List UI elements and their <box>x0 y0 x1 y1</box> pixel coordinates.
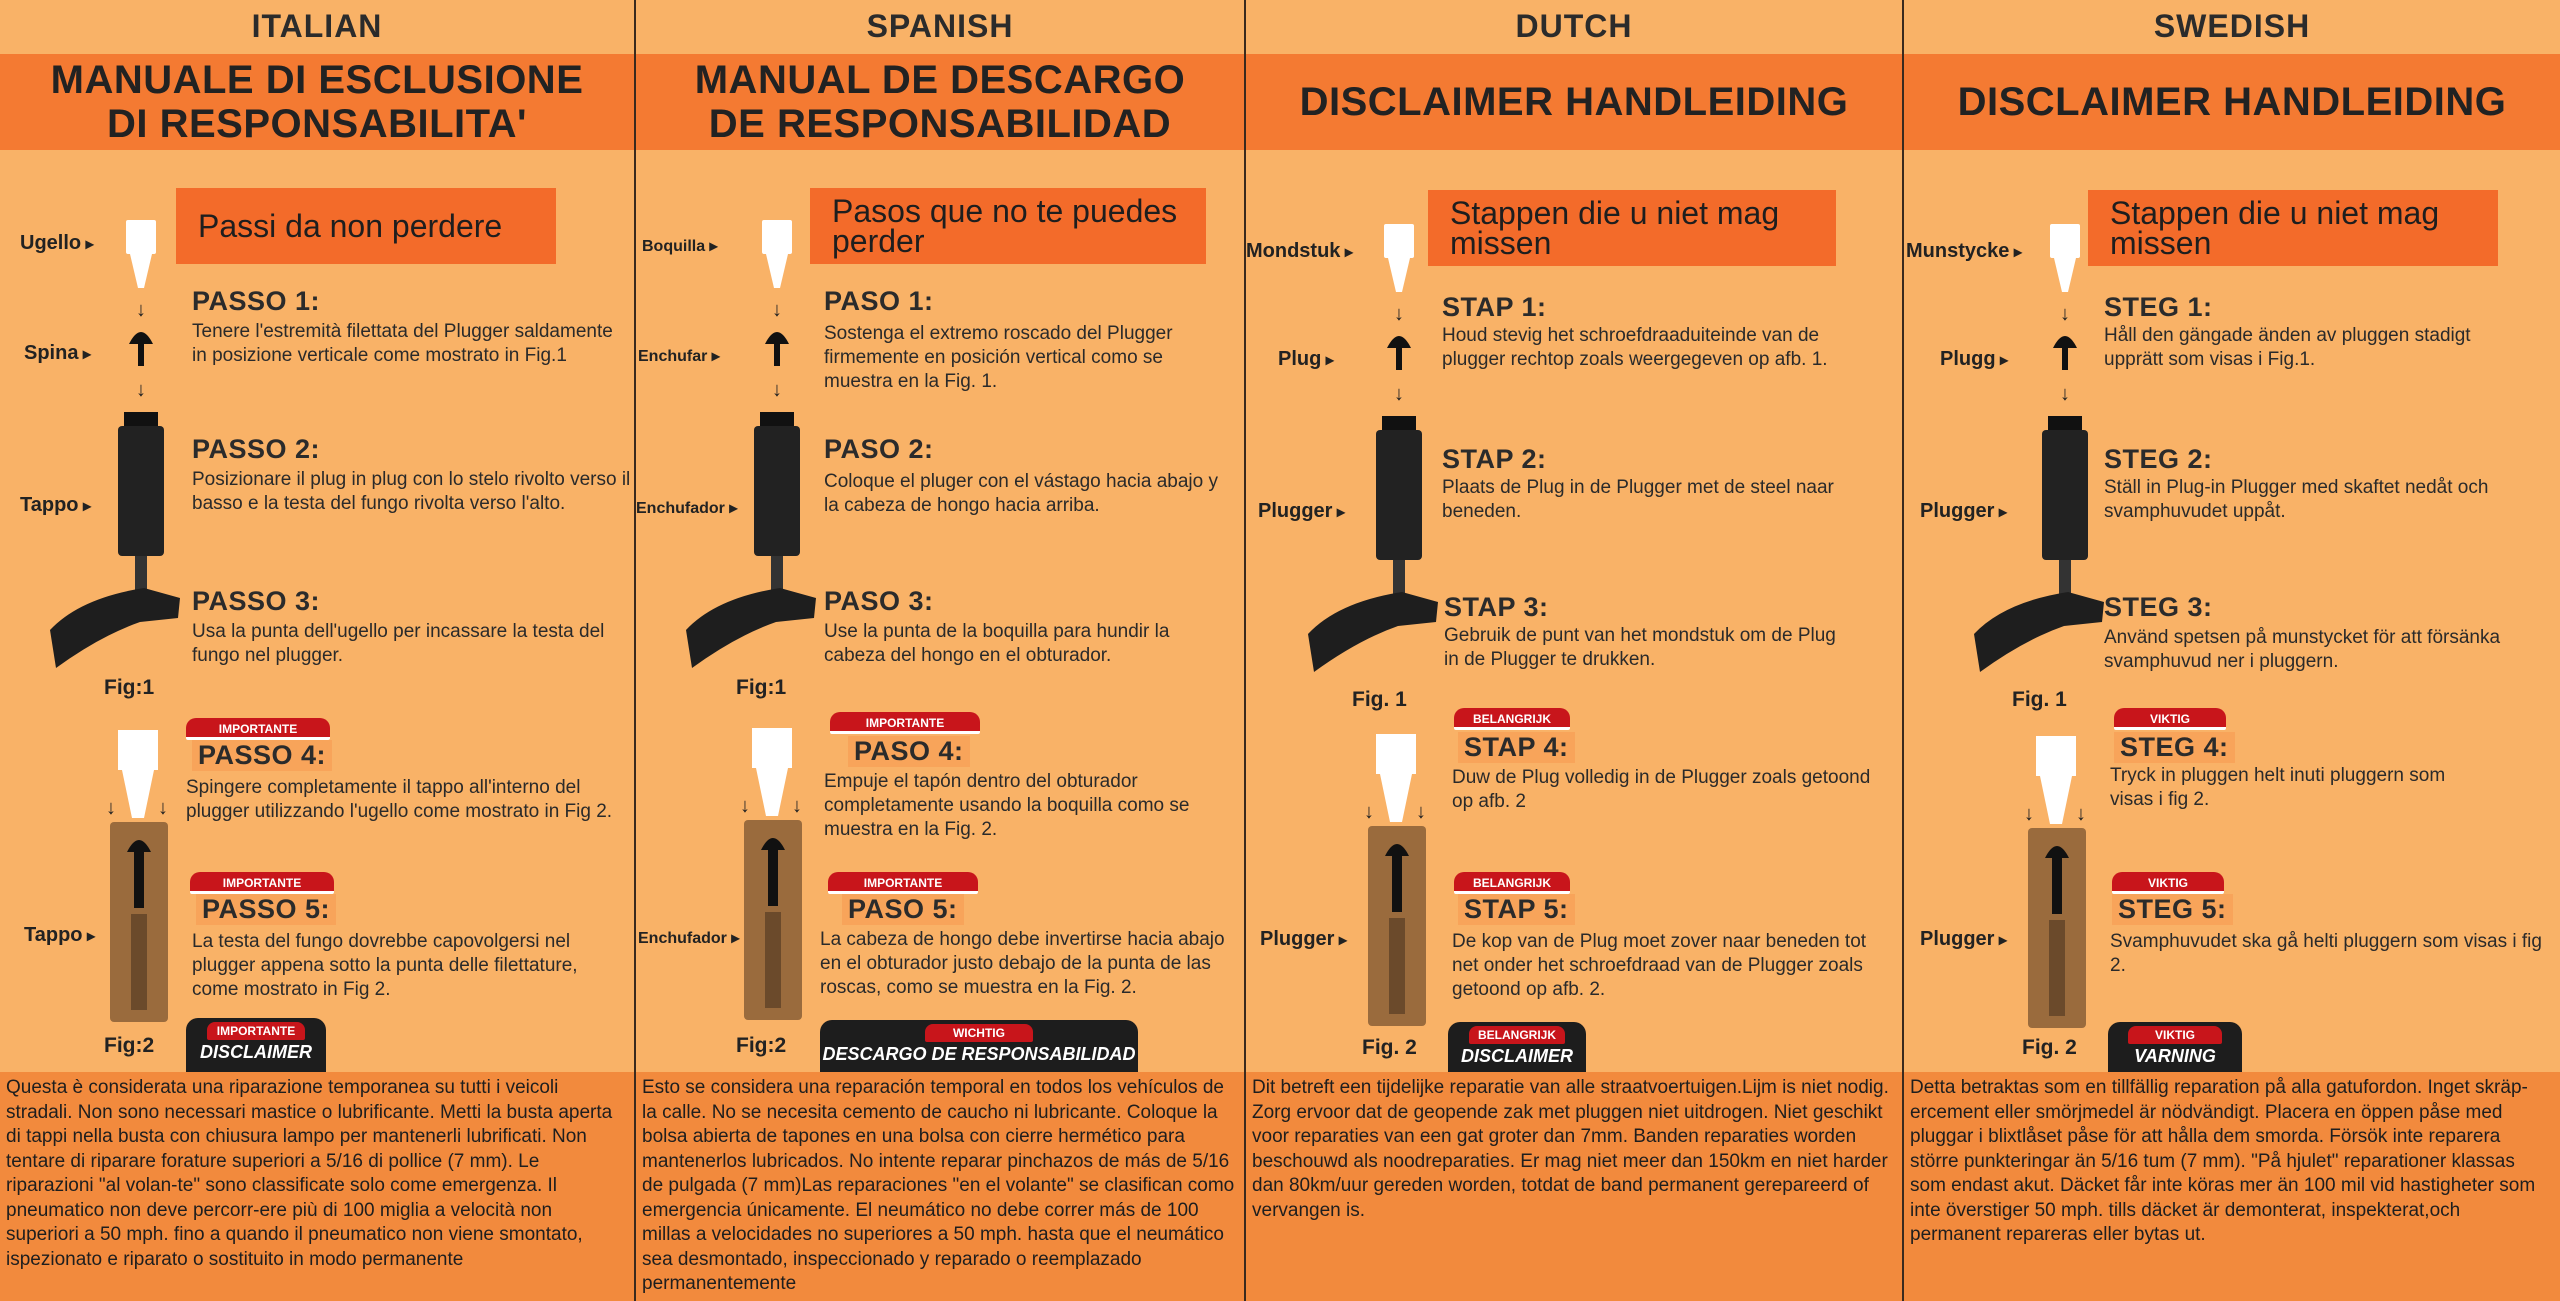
column-italian <box>0 0 634 1301</box>
step4-badge: IMPORTANTE <box>186 718 330 740</box>
step3-title: STEG 3: <box>2104 592 2213 622</box>
label-plugger-fig2: Plugger ▸ <box>1920 928 2007 951</box>
steps-header <box>2088 190 2498 266</box>
label-plug: Spina ▸ <box>24 342 91 365</box>
disclaimer-badge: VIKTIG <box>2128 1026 2222 1044</box>
label-plugger-fig2: Plugger ▸ <box>1260 928 1347 951</box>
svg-text:↓: ↓ <box>740 795 750 817</box>
label-plugger: Tappo ▸ <box>20 494 91 517</box>
step3-title: STAP 3: <box>1444 592 1549 622</box>
step2-text: Posizionare il plug in plug con lo stelo rivolto verso il basso e la testa del fungo rivolta verso l'alto. <box>192 469 631 514</box>
manual-title <box>1904 54 2560 150</box>
disclaimer-title: DISCLAIMER <box>1461 1046 1573 1066</box>
step4-text: Tryck in pluggen helt inuti pluggern som visas i fig 2. <box>2110 765 2446 810</box>
step4-text: Spingere completamente il tappo all'interno del plugger utilizzando l'ugello come mostrato in Fig 2. <box>186 777 613 822</box>
fig1-label: Fig. 1 <box>2012 688 2067 711</box>
step1-text: Tenere l'estremità filettata del Plugger saldamente in posizione verticale come mostrato in Fig.1 <box>192 321 613 366</box>
svg-text:↓: ↓ <box>1394 303 1404 325</box>
step5-badge: VIKTIG <box>2112 872 2224 894</box>
step5-badge: IMPORTANTE <box>828 872 978 894</box>
step3-text: Använd spetsen på munstycket för att försänka svamphuvud ner i pluggern. <box>2104 627 2501 672</box>
manual-title-text: DISCLAIMER HANDLEIDING <box>1957 80 2507 124</box>
svg-text:↓: ↓ <box>136 379 146 401</box>
label-nozzle: Ugello ▸ <box>20 232 94 255</box>
step5-text: La testa del fungo dovrebbe capovolgersi nel plugger appena sotto la punta delle filettature, come mostrato in Fig 2. <box>192 931 578 1000</box>
label-plug: Plugg ▸ <box>1940 348 2008 371</box>
svg-text:↓: ↓ <box>2024 803 2034 825</box>
step4-title: STEG 4: <box>2114 732 2235 763</box>
step5-text: La cabeza de hongo debe invertirse hacia abajo en el obturador justo debajo de la punta de las roscas, como se muestra en la Fig. 2. <box>820 929 1225 998</box>
steps-header <box>176 188 556 264</box>
step4-badge: VIKTIG <box>2114 708 2226 730</box>
fig1-label: Fig. 1 <box>1352 688 1407 711</box>
disclaimer-title: DISCLAIMER <box>200 1042 312 1062</box>
steps-header-text: Stappen die u niet mag missen <box>2110 195 2440 261</box>
fig1-label: Fig:1 <box>736 676 787 699</box>
step4-text: Duw de Plug volledig in de Plugger zoals getoond op afb. 2 <box>1452 767 1871 812</box>
fig2-tool-illustration <box>100 728 180 1028</box>
fig1-tool-illustration <box>676 218 826 668</box>
step3-text: Use la punta de la boquilla para hundir la cabeza del hongo en el obturador. <box>824 621 1170 666</box>
disclaimer-title: DESCARGO DE RESPONSABILIDAD <box>822 1044 1136 1064</box>
svg-text:↓: ↓ <box>2076 803 2086 825</box>
step5-title: STEG 5: <box>2112 894 2233 925</box>
step3-text: Gebruik de punt van het mondstuk om de Plug in de Plugger te drukken. <box>1444 625 1836 670</box>
label-plugger-fig2: Enchufador ▸ <box>638 928 739 948</box>
svg-text:↓: ↓ <box>1394 383 1404 405</box>
manual-title <box>1246 54 1902 150</box>
label-nozzle: Boquilla ▸ <box>642 236 718 256</box>
column-divider <box>634 0 636 1301</box>
step1-text: Sostenga el extremo roscado del Plugger firmemente en posición vertical como se muestra en la Fig. 1. <box>824 323 1173 392</box>
step4-text: Empuje el tapón dentro del obturador completamente usando la boquilla como se muestra en la Fig. 2. <box>824 771 1190 840</box>
svg-text:↓: ↓ <box>158 797 168 819</box>
fig1-tool-illustration <box>1298 222 1448 672</box>
steps-header-text: Stappen die u niet mag missen <box>1450 195 1780 261</box>
svg-text:↓: ↓ <box>792 795 802 817</box>
step5-text: Svamphuvudet ska gå helti pluggern som visas i fig 2. <box>2110 931 2542 976</box>
column-dutch <box>1246 0 1902 1301</box>
step2-text: Plaats de Plug in de Plugger met de steel naar beneden. <box>1442 477 1834 522</box>
fig2-label: Fig. 2 <box>1362 1036 1417 1059</box>
label-plugger: Plugger ▸ <box>1258 500 1345 523</box>
manual-title <box>0 54 634 150</box>
step2-title: PASO 2: <box>824 434 934 464</box>
label-plugger-fig2: Tappo ▸ <box>24 924 95 947</box>
svg-text:↓: ↓ <box>772 379 782 401</box>
column-swedish <box>1904 0 2560 1301</box>
fig2-tool-illustration <box>734 726 814 1026</box>
fig2-tool-illustration <box>1358 732 1438 1032</box>
label-nozzle: Munstycke ▸ <box>1906 240 2022 263</box>
step1-title: PASO 1: <box>824 286 934 316</box>
step1-title: PASSO 1: <box>192 286 321 316</box>
step4-title: STAP 4: <box>1458 732 1575 763</box>
column-divider <box>1244 0 1246 1301</box>
disclaimer-text: Esto se considera una reparación temporal en todos los vehículos de la calle. No se necesita cemento de caucho ni lubricante. Coloque la bolsa abierta de tapones en una bolsa con cierre hermético para mantenerlos lubricados. No intente reparar pinchazos de más de 5/16 de pulgada (7 mm)Las reparaciones "en el volante" se clasifican como emergencia únicamente. El neumático no debe correr más de 100 millas a velocidades no superiores a 50 mph. hasta que el neumático sea desmontado, inspeccionado y reparado o reemplazado permanentemente <box>636 1072 1244 1301</box>
svg-text:↓: ↓ <box>1364 801 1374 823</box>
disclaimer-title: VARNING <box>2134 1046 2216 1066</box>
column-divider <box>1902 0 1904 1301</box>
svg-text:↓: ↓ <box>136 299 146 321</box>
step5-title: STAP 5: <box>1458 894 1575 925</box>
steps-header-text: Passi da non perdere <box>198 208 503 244</box>
label-plug: Enchufar ▸ <box>638 346 720 366</box>
manual-title-text: MANUALE DI ESCLUSIONE DI RESPONSABILITA' <box>50 58 584 146</box>
fig2-label: Fig:2 <box>104 1034 155 1057</box>
disclaimer-badge: IMPORTANTE <box>207 1022 305 1040</box>
disclaimer-badge: WICHTIG <box>925 1024 1033 1042</box>
svg-text:↓: ↓ <box>2060 383 2070 405</box>
disclaimer-text: Questa è considerata una riparazione temporanea su tutti i veicoli stradali. Non sono necessari mastice o lubrificante. Metti la busta aperta di tappi nella busta con chiusura lampo per mantenerli lubrificati. Non tentare di riparare forature superiori a 5/16 di pollice (7 mm). Le riparazioni "al volan-te" sono classificate solo come emergenza. Il pneumatico non deve percorr-ere più di 100 miglia a velocità non superiori a 50 mph. fino a quando il pneumatico non viene smontato, ispezionato e riparato o sostituito in modo permanente <box>0 1072 634 1301</box>
disclaimer-tab <box>820 1020 1138 1072</box>
step1-text: Houd stevig het schroefdraaduiteinde van de plugger rechtop zoals weergegeven op afb. 1. <box>1442 325 1828 370</box>
step1-text: Håll den gängade änden av pluggen stadigt upprätt som visas i Fig.1. <box>2104 325 2471 370</box>
language-heading: DUTCH <box>1515 8 1633 44</box>
steps-header <box>810 188 1206 264</box>
step4-title: PASSO 4: <box>192 740 332 771</box>
fig2-label: Fig. 2 <box>2022 1036 2077 1059</box>
disclaimer-text: Dit betreft een tijdelijke reparatie van alle straatvoertuigen.Lijm is niet nodig. Zorg ervoor dat de geopende zak met pluggen niet uitdrogen. Niet geschikt voor reparaties van een gat groter dan 7mm. Banden reparaties worden beschouwd als noodreparaties. Er mag niet meer dan 150km en niet harder dan 80km/uur gereden worden, totdat de band permanent gerepareerd of vervangen is. <box>1246 1072 1902 1301</box>
steps-header <box>1428 190 1836 266</box>
manual-title <box>636 54 1244 150</box>
label-nozzle: Mondstuk ▸ <box>1246 240 1353 263</box>
step5-title: PASO 5: <box>842 894 964 925</box>
step4-badge: IMPORTANTE <box>830 712 980 734</box>
disclaimer-tab <box>1448 1022 1586 1072</box>
svg-text:↓: ↓ <box>1416 801 1426 823</box>
disclaimer-badge: BELANGRIJK <box>1469 1026 1566 1044</box>
svg-text:↓: ↓ <box>772 299 782 321</box>
fig1-label: Fig:1 <box>104 676 155 699</box>
language-heading: ITALIAN <box>251 8 383 44</box>
step4-title: PASO 4: <box>848 736 970 767</box>
step2-title: STEG 2: <box>2104 444 2213 474</box>
fig1-tool-illustration <box>40 218 190 668</box>
step5-badge: BELANGRIJK <box>1454 872 1570 894</box>
label-plug: Plug ▸ <box>1278 348 1334 371</box>
steps-header-text: Pasos que no te puedes perder <box>832 193 1178 259</box>
disclaimer-tab <box>2108 1022 2242 1072</box>
fig2-tool-illustration <box>2018 734 2098 1034</box>
step1-title: STEG 1: <box>2104 292 2213 322</box>
disclaimer-tab <box>186 1018 326 1072</box>
label-plugger: Enchufador ▸ <box>636 498 737 518</box>
step5-title: PASSO 5: <box>196 894 336 925</box>
step2-text: Coloque el pluger con el vástago hacia abajo y la cabeza de hongo hacia arriba. <box>824 471 1218 516</box>
fig2-label: Fig:2 <box>736 1034 787 1057</box>
svg-text:↓: ↓ <box>106 797 116 819</box>
step5-text: De kop van de Plug moet zover naar beneden tot net onder het schroefdraad van de Plugger zoals getoond op afb. 2. <box>1452 931 1867 1000</box>
column-spanish <box>636 0 1244 1301</box>
language-heading: SWEDISH <box>2153 8 2311 44</box>
step2-text: Ställ in Plug-in Plugger med skaftet nedåt och svamphuvudet uppåt. <box>2104 477 2489 522</box>
language-heading: SPANISH <box>866 8 1014 44</box>
fig1-tool-illustration <box>1964 222 2114 672</box>
label-plugger: Plugger ▸ <box>1920 500 2007 523</box>
step2-title: STAP 2: <box>1442 444 1547 474</box>
step4-badge: BELANGRIJK <box>1454 708 1570 730</box>
manual-title-text: DISCLAIMER HANDLEIDING <box>1299 80 1849 124</box>
step5-badge: IMPORTANTE <box>190 872 334 894</box>
step3-text: Usa la punta dell'ugello per incassare la testa del fungo nel plugger. <box>192 621 605 666</box>
step3-title: PASSO 3: <box>192 586 321 616</box>
disclaimer-text: Detta betraktas som en tillfällig reparation på alla gatufordon. Inget skräp-ercement eller smörjmedel är nödvändigt. Placera en öppen påse med pluggar i blixtlåset påse för att hålla dem smorda. Försök inte reparera större punkteringar än 5/16 tum (7 mm). "På hjulet" reparationer klassas som endast akut. Däcket får inte köras mer än 100 mil vid hastigheter som inte överstiger 50 mph. tills däcket är demonterat, inspekterat,och permanent repareras eller bytas ut. <box>1904 1072 2560 1301</box>
step2-title: PASSO 2: <box>192 434 321 464</box>
manual-title-text: MANUAL DE DESCARGO DE RESPONSABILIDAD <box>694 58 1186 146</box>
step1-title: STAP 1: <box>1442 292 1547 322</box>
svg-text:↓: ↓ <box>2060 303 2070 325</box>
step3-title: PASO 3: <box>824 586 934 616</box>
